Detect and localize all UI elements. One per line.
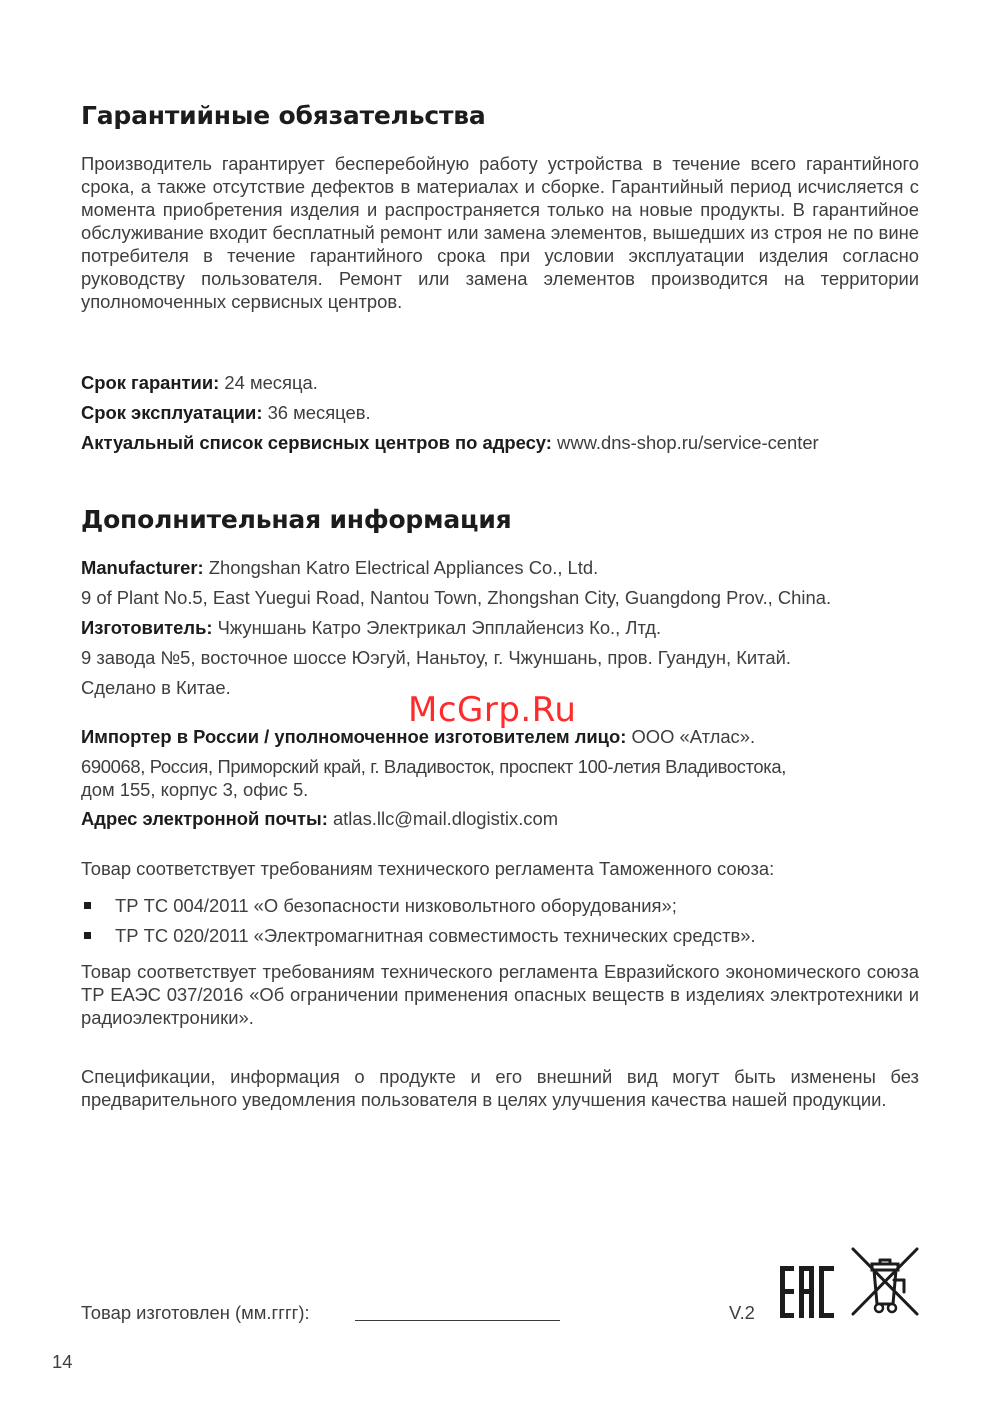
- manufacturer-value: Zhongshan Katro Electrical Appliances Co., Ltd.: [203, 557, 599, 578]
- warranty-term-value: 24 месяца.: [219, 372, 318, 393]
- made-date-blank-line: [355, 1320, 560, 1321]
- warranty-term: [81, 371, 931, 394]
- made-in: Сделано в Китае.: [81, 677, 231, 698]
- importer-address-1: 690068, Россия, Приморский край, г. Владивосток, проспект 100-летия Владивостока,: [81, 756, 787, 777]
- additional-title: Дополнительная информация: [81, 505, 512, 534]
- regulation-item: ТР ТС 004/2011 «О безопасности низковольтного оборудования»;: [115, 895, 677, 916]
- bullet-icon: [84, 902, 91, 909]
- manufacturer-label: Manufacturer:: [81, 557, 204, 578]
- bullet-icon: [84, 932, 91, 939]
- warranty-body: Производитель гарантирует бесперебойную работу устройства в течение всего гарантийного срока, а также отсутствие дефектов в материалах и сборке. Гарантийный период исчисляется с момента приобретения изделия и распространяется только на новые продукты. В гарантийное обслуживание входит бесплатный ремонт или замена элементов, вышедших из строя не по вине потребителя в течение гарантийного срока при условии эксплуатации изделия согласно руководству пользователя. Ремонт или замена элементов производится на территории уполномоченных сервисных центров.: [81, 153, 919, 312]
- eac-mark-icon: [780, 1266, 834, 1318]
- importer-address-2: дом 155, корпус 3, офис 5.: [81, 779, 309, 800]
- service-centers: [81, 431, 931, 454]
- service-life: [81, 401, 931, 424]
- email-label: Адрес электронной почты:: [81, 808, 328, 829]
- warranty-term-label: Срок гарантии:: [81, 372, 220, 393]
- maker: [81, 616, 931, 639]
- importer-value: ООО «Атлас».: [626, 726, 756, 747]
- regulation-item: ТР ТС 020/2011 «Электромагнитная совместимость технических средств».: [115, 925, 756, 946]
- service-life-label: Срок эксплуатации:: [81, 402, 263, 423]
- maker-address: 9 завода №5, восточное шоссе Юэгуй, Наньтоу, г. Чжуншань, пров. Гуандун, Китай.: [81, 647, 792, 668]
- email-value[interactable]: atlas.llc@mail.dlogistix.com: [327, 808, 559, 829]
- made-date-label: Товар изготовлен (мм.гггг):: [81, 1302, 310, 1323]
- spec-text: Спецификации, информация о продукте и его внешний вид могут быть изменены без предварительного уведомления пользователя в целях улучшения качества нашей продукции.: [81, 1066, 919, 1110]
- warranty-title: Гарантийные обязательства: [81, 101, 486, 130]
- watermark: McGrp.Ru: [408, 690, 577, 730]
- eaeu-text: Товар соответствует требованиям технического регламента Евразийского экономического союза ТР ЕАЭС 037/2016 «Об ограничении применения опасных веществ в изделиях электротехники и радиоэлектроники».: [81, 961, 919, 1028]
- service-life-value: 36 месяцев.: [262, 402, 371, 423]
- version-label: V.2: [729, 1302, 755, 1323]
- manufacturer-address: 9 of Plant No.5, East Yuegui Road, Nantou Town, Zhongshan City, Guangdong Prov., China.: [81, 587, 832, 608]
- manufacturer: [81, 556, 931, 579]
- email: [81, 807, 931, 830]
- customs-text: Товар соответствует требованиям технического регламента Таможенного союза:: [81, 858, 775, 879]
- service-centers-label: Актуальный список сервисных центров по адресу:: [81, 432, 552, 453]
- importer-label: Импортер в России / уполномоченное изготовителем лицо:: [81, 726, 627, 747]
- weee-crossed-bin-icon: [850, 1246, 920, 1318]
- page-number: 14: [52, 1351, 73, 1372]
- maker-value: Чжуншань Катро Электрикал Эпплайенсиз Ко., Лтд.: [212, 617, 662, 638]
- maker-label: Изготовитель:: [81, 617, 213, 638]
- service-centers-link[interactable]: www.dns-shop.ru/service-center: [551, 432, 819, 453]
